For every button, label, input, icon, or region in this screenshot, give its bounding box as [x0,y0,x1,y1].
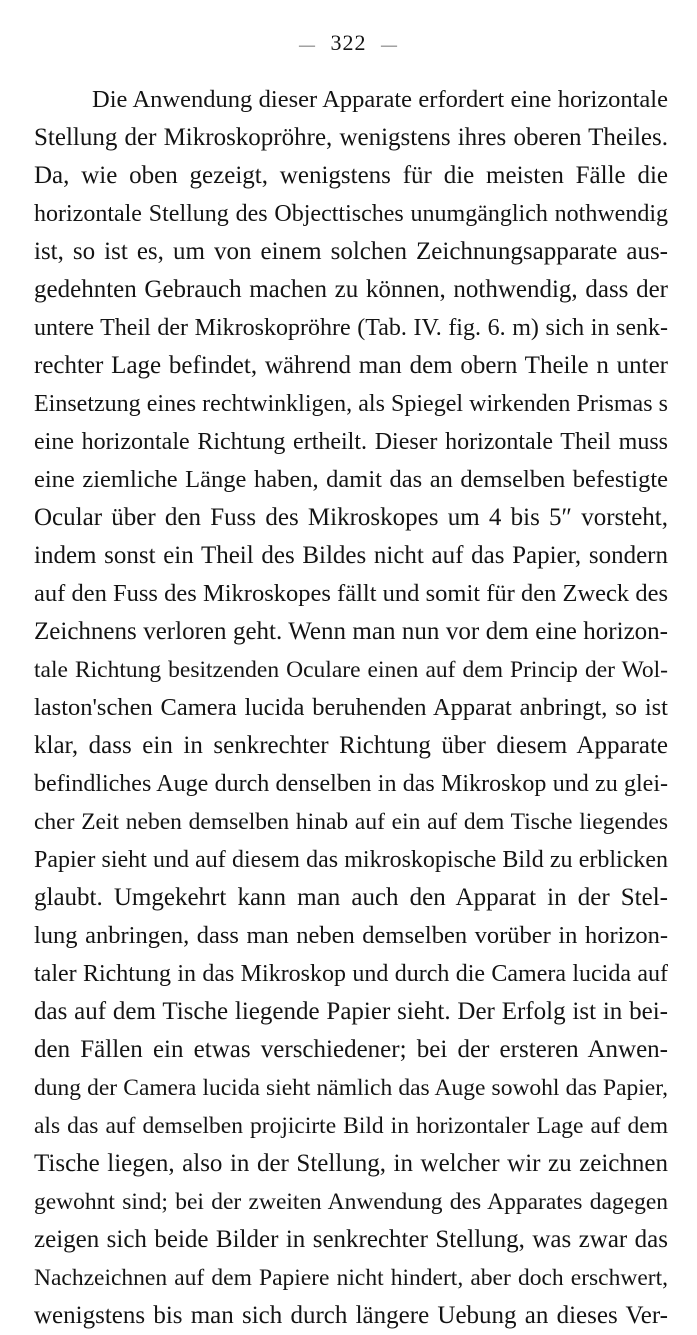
text-line: zeigen sich beide Bilder in senkrechter Stellung, was zwar das [34,1226,668,1253]
body-paragraph [34,81,668,1335]
page-number-header [0,30,697,56]
text-line: auf den Fuss des Mikroskopes fällt und somit für den Zweck des [34,580,668,607]
text-line: den Fällen ein etwas verschiedener; bei der ersteren Anwen- [34,1036,668,1063]
text-line: dung der Camera lucida sieht nämlich das Auge sowohl das Papier, [34,1075,668,1101]
text-line: taler Richtung in das Mikroskop und durch die Camera lucida auf [34,961,668,987]
text-line: befindliches Auge durch denselben in das Mikroskop und zu glei- [34,771,668,797]
text-line: eine horizontale Richtung ertheilt. Dieser horizontale Theil muss [34,429,668,455]
text-line: glaubt. Umgekehrt kann man auch den Apparat in der Stel- [34,884,668,911]
text-line: laston'schen Camera lucida beruhenden Apparat anbringt, so ist [34,694,668,721]
text-line: Da, wie oben gezeigt, wenigstens für die meisten Fälle die [34,162,668,189]
text-line: Einsetzung eines rechtwinkligen, als Spiegel wirkenden Prismas s [34,391,668,417]
text-line: gedehnten Gebrauch machen zu können, nothwendig, dass der [34,276,668,303]
text-line: lung anbringen, dass man neben demselben vorüber in horizon- [34,922,668,949]
text-line: gewohnt sind; bei der zweiten Anwendung des Apparates dagegen [34,1189,668,1215]
text-line: klar, dass ein in senkrechter Richtung über diesem Apparate [34,732,668,759]
text-line: als das auf demselben projicirte Bild in horizontaler Lage auf dem [34,1113,668,1139]
text-line: Stellung der Mikroskopröhre, wenigstens ihres oberen Theiles. [34,124,668,151]
text-line: Nachzeichnen auf dem Papiere nicht hindert, aber doch erschwert, [34,1265,668,1291]
text-line: ist, so ist es, um von einem solchen Zeichnungsapparate aus- [34,238,668,265]
text-line: tale Richtung besitzenden Oculare einen auf dem Princip der Wol- [34,657,668,683]
page-number-dash-left: — [299,37,316,54]
text-line: rechter Lage befindet, während man dem obern Theile n unter [34,352,668,379]
page-number-dash-right: — [381,37,398,54]
text-line: cher Zeit neben demselben hinab auf ein auf dem Tische liegendes [34,809,668,835]
text-line: Zeichnens verloren geht. Wenn man nun vor dem eine horizon- [34,618,668,645]
text-line: Tische liegen, also in der Stellung, in welcher wir zu zeichnen [34,1150,668,1177]
text-line: horizontale Stellung des Objecttisches unumgänglich nothwendig [34,201,668,227]
page-number: 322 [330,30,367,55]
text-line: indem sonst ein Theil des Bildes nicht auf das Papier, sondern [34,542,668,569]
text-line: untere Theil der Mikroskopröhre (Tab. IV. fig. 6. m) sich in senk- [34,315,668,341]
text-line: Papier sieht und auf diesem das mikroskopische Bild zu erblicken [34,847,668,873]
text-line: Ocular über den Fuss des Mikroskopes um 4 bis 5″ vorsteht, [34,504,668,531]
text-line: das auf dem Tische liegende Papier sieht. Der Erfolg ist in bei- [34,998,668,1025]
text-line: wenigstens bis man sich durch längere Uebung an dieses Ver- [34,1302,668,1329]
text-line: Die Anwendung dieser Apparate erfordert eine horizontale [92,86,668,113]
text-line: eine ziemliche Länge haben, damit das an demselben befestigte [34,466,668,493]
